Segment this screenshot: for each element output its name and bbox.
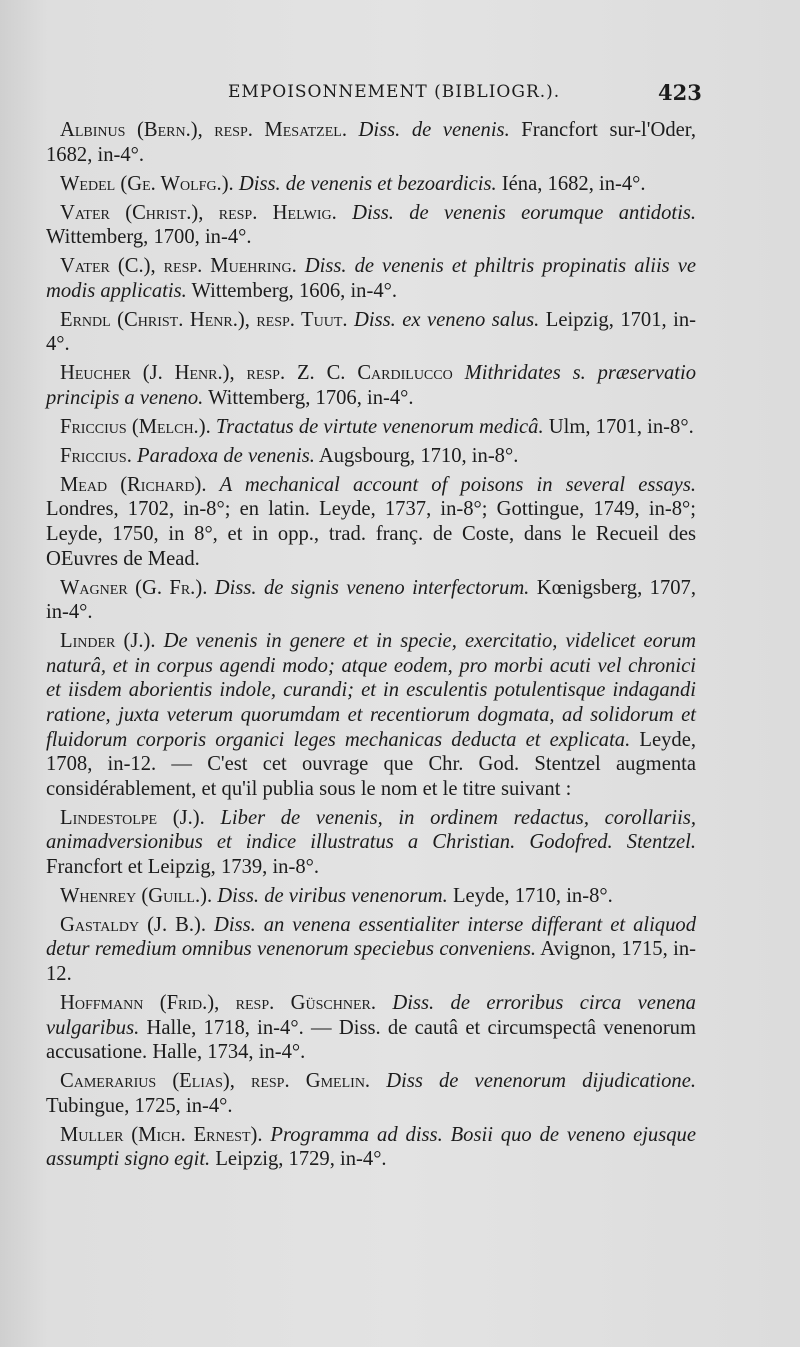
entry-publication: Francfort et Leipzig, 1739, in-8°. [46, 855, 320, 878]
entry-author: Lindestolpe (J.). [60, 806, 205, 829]
entry-title: Diss. de erroribus circa venena vulgaribus. [46, 992, 696, 1039]
bibliography-list [46, 118, 696, 1176]
entry-publication: Halle, 1718, in-4°. — Diss. de cautâ et circumspectâ venenorum accusatione. Halle, 1734, in-4°. [46, 1016, 696, 1064]
entry-title: Diss. an venena essentialiter interse differant et aliquod detur remedium omnibus venenorum speciebus conveniens. [46, 913, 696, 961]
bibliography-entry [46, 444, 696, 469]
entry-title: Diss. ex veneno salus. [354, 308, 540, 331]
entry-author: Heucher (J. Henr.), resp. Z. C. Cardilucco [60, 362, 453, 385]
entry-author: Friccius (Melch.). [60, 415, 211, 438]
bibliography-entry [46, 473, 696, 571]
entry-publication: Leyde, 1708, in-12. — C'est cet ouvrage que Chr. God. Stentzel augmenta considérablement, et qu'il publia sous le nom et le titre suivant : [46, 728, 696, 800]
entry-title: Tractatus de virtute venenorum medicâ. [215, 415, 544, 438]
bibliography-entry [46, 172, 696, 197]
bibliography-entry [46, 415, 696, 440]
page-number: 423 [658, 80, 702, 105]
bibliography-entry [46, 254, 696, 303]
running-title: EMPOISONNEMENT (BIBLIOGR.). [228, 82, 561, 102]
entry-author: Vater (C.), resp. Muehring. [60, 255, 297, 278]
entry-publication: Ulm, 1701, in-8°. [548, 415, 694, 438]
entry-author: Linder (J.). [60, 630, 156, 653]
entry-author: Wagner (G. Fr.). [60, 576, 208, 599]
entry-title: Diss de venenorum dijudicatione. [386, 1070, 696, 1093]
entry-title: Programma ad diss. Bosii quo de veneno ejusque assumpti signo egit. [46, 1123, 696, 1171]
bibliography-entry [46, 991, 696, 1065]
entry-author: Muller (Mich. Ernest). [60, 1123, 263, 1146]
entry-publication: Wittemberg, 1706, in-4°. [208, 386, 414, 409]
entry-author: Friccius. [60, 444, 132, 467]
entry-title: Liber de venenis, in ordinem redactus, corollariis, animadversionibus et indice illustratus a Christian. Godofred. Stentzel. [46, 806, 696, 854]
entry-author: Wedel (Ge. Wolfg.). [60, 172, 234, 195]
entry-publication: Kœnigsberg, 1707, in-4°. [46, 576, 696, 624]
bibliography-entry [46, 806, 696, 880]
entry-author: Camerarius (Elias), resp. Gmelin. [60, 1070, 371, 1093]
entry-publication: Wittemberg, 1700, in-4°. [46, 226, 252, 249]
entry-author: Mead (Richard). [60, 473, 207, 496]
entry-author: Hoffmann (Frid.), resp. Güschner. [60, 992, 376, 1015]
entry-title: Diss. de venenis et bezoardicis. [238, 172, 497, 195]
bibliography-entry [46, 201, 696, 250]
entry-publication: Londres, 1702, in-8°; en latin. Leyde, 1737, in-8°; Gottingue, 1749, in-8°; Leyde, 1750, in 8°, et in opp., trad. franç. de Coste, dans le Recueil des OEuvres de Mead. [46, 498, 696, 570]
entry-publication: Wittemberg, 1606, in-4°. [191, 279, 398, 302]
entry-title: A mechanical account of poisons in several essays. [219, 473, 696, 496]
entry-publication: Leipzig, 1729, in-4°. [215, 1148, 387, 1171]
entry-author: Erndl (Christ. Henr.), resp. Tuut. [60, 308, 348, 331]
entry-title: Paradoxa de venenis. [137, 444, 315, 467]
running-head [0, 82, 800, 112]
bibliography-entry [46, 118, 696, 167]
entry-publication: Leyde, 1710, in-8°. [452, 884, 613, 907]
entry-author: Gastaldy (J. B.). [60, 913, 206, 936]
entry-publication: Augsbourg, 1710, in-8°. [318, 444, 519, 467]
entry-title: Diss. de viribus venenorum. [217, 884, 448, 907]
bibliography-entry [46, 1069, 696, 1118]
bibliography-entry [46, 361, 696, 410]
entry-publication: Avignon, 1715, in-12. [46, 938, 696, 986]
entry-author: Whenrey (Guill.). [60, 884, 213, 907]
entry-title: Diss. de venenis. [358, 119, 510, 141]
entry-author: Vater (Christ.), resp. Helwig. [60, 201, 337, 224]
entry-title: Diss. de venenis eorumque antidotis. [352, 201, 696, 224]
entry-publication: Francfort sur-l'Oder, 1682, in-4°. [46, 119, 696, 166]
entry-title: Mithridates s. præservatio principis a veneno. [46, 362, 696, 409]
bibliography-entry [46, 884, 696, 909]
bibliography-entry [46, 308, 696, 357]
entry-publication: Iéna, 1682, in-4°. [501, 172, 646, 195]
entry-publication: Leipzig, 1701, in-4°. [46, 308, 696, 356]
entry-title: De venenis in genere et in specie, exercitatio, videlicet eorum naturâ, et in corpus agendi modo; atque eodem, pro morbi acuti vel chronici et iisdem aborientis indole, curandi; et in esculentis potulentisque indagandi ratione, juxta veterum quorumdam et recentiorum dogmata, ad solidorum et fluidorum corporis organici leges mechanicas deducta et explicata. [46, 630, 696, 751]
entry-author: Albinus (Bern.), resp. Mesatzel. [60, 119, 347, 141]
entry-title: Diss. de signis veneno interfectorum. [214, 576, 530, 599]
entry-publication: Tubingue, 1725, in-4°. [46, 1094, 233, 1117]
bibliography-entry [46, 1123, 696, 1172]
bibliography-entry [46, 913, 696, 987]
bibliography-entry [46, 629, 696, 801]
bibliography-entry [46, 576, 696, 625]
entry-title: Diss. de venenis et philtris propinatis aliis ve modis applicatis. [46, 255, 696, 302]
